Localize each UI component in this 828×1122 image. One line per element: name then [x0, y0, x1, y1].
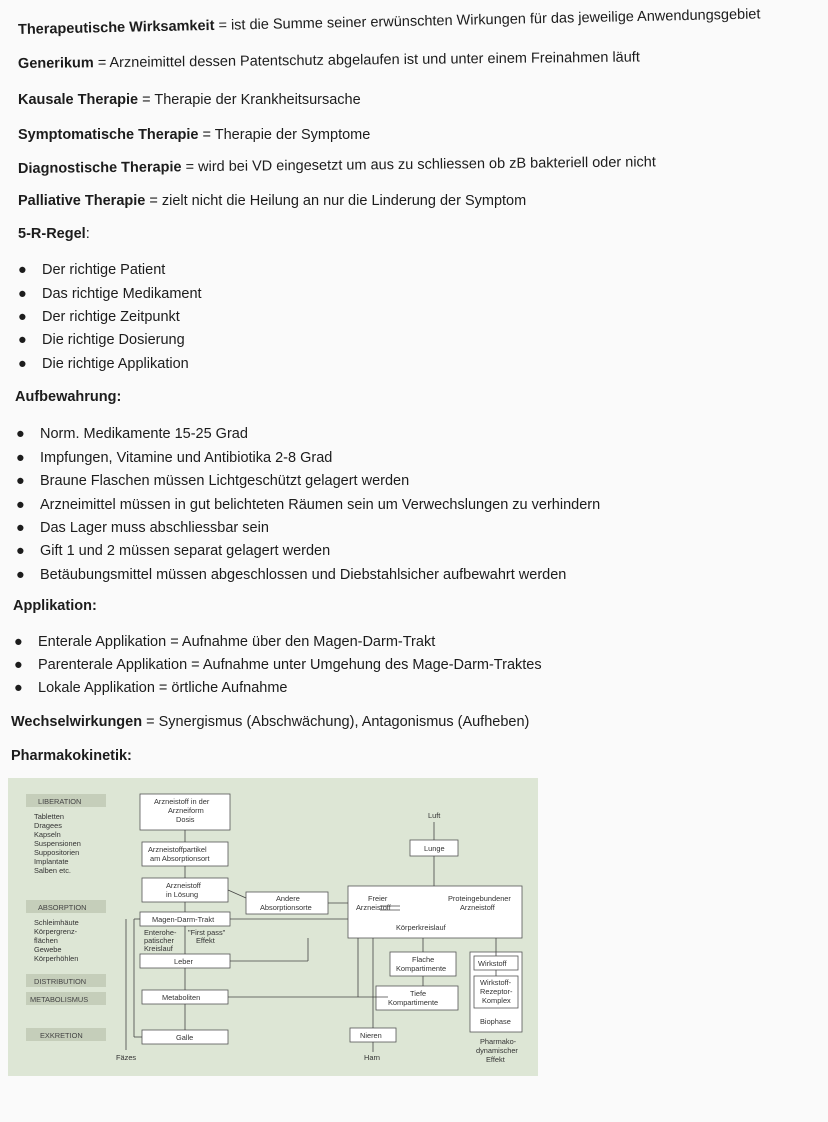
definition-term: Therapeutische Wirksamkeit — [17, 17, 215, 38]
pharmacokinetics-diagram — [8, 778, 538, 1076]
first-pass-label: Effekt — [196, 936, 215, 945]
list-item-text: Enterale Applikation = Aufnahme über den Magen-Darm-Trakt — [38, 634, 436, 650]
effect-label: Effekt — [486, 1055, 505, 1064]
deep-label: Kompartimente — [388, 998, 439, 1007]
rule-5r-colon: : — [85, 226, 90, 242]
air-label: Luft — [428, 811, 441, 820]
form-label: Dragees — [34, 821, 62, 830]
bullet-icon: ● — [18, 309, 27, 325]
list-item-text: Die richtige Dosierung — [42, 332, 185, 348]
list-item — [14, 657, 542, 673]
definition-line — [18, 127, 370, 143]
list-item — [16, 567, 567, 583]
list-item-text: Lokale Applikation = örtliche Aufnahme — [38, 680, 288, 696]
list-item-text: Impfungen, Vitamine und Antibiotika 2-8 Grad — [40, 450, 333, 466]
form-label: Salben etc. — [34, 866, 71, 875]
stage-liberation: LIBERATION — [38, 797, 82, 806]
receptor-label: Komplex — [482, 996, 511, 1005]
kidneys-label: Nieren — [360, 1031, 382, 1040]
liver-label: Leber — [174, 957, 193, 966]
solution-label: in Lösung — [166, 890, 199, 899]
surface-label: Körpergrenz- — [34, 927, 78, 936]
list-item — [16, 520, 269, 536]
definition-line — [18, 49, 640, 72]
form-label: Suspensionen — [34, 839, 81, 848]
free-drug-label: Freier — [368, 894, 388, 903]
definition-line — [18, 193, 526, 209]
list-item — [14, 680, 288, 696]
dose-label: Arzneiform — [168, 806, 204, 815]
pharmacokinetics-title: Pharmakokinetik: — [11, 748, 132, 764]
list-item — [16, 497, 601, 513]
interactions-line — [11, 714, 529, 730]
list-item — [18, 262, 166, 278]
free-drug-label: Arzneistoff — [356, 903, 391, 912]
list-item-text: Norm. Medikamente 15-25 Grad — [40, 426, 248, 442]
list-item-text: Braune Flaschen müssen Lichtgeschützt gelagert werden — [40, 473, 410, 489]
enterohepatic-label: patischer — [144, 936, 174, 945]
list-item-text: Der richtige Zeitpunkt — [42, 309, 180, 325]
list-item — [18, 356, 189, 372]
bullet-icon: ● — [16, 520, 25, 536]
bound-drug-label: Arzneistoff — [460, 903, 495, 912]
bullet-icon: ● — [18, 286, 27, 302]
stage-metabolismus: METABOLISMUS — [30, 995, 89, 1004]
bullet-icon: ● — [16, 543, 25, 559]
bullet-icon: ● — [18, 332, 27, 348]
gi-tract-label: Magen-Darm-Trakt — [152, 915, 215, 924]
bullet-icon: ● — [18, 356, 27, 372]
effect-label: Pharmako- — [480, 1037, 517, 1046]
list-item — [14, 634, 436, 650]
list-item — [16, 473, 410, 489]
list-item-text: Gift 1 und 2 müssen separat gelagert werden — [40, 543, 331, 559]
list-item — [18, 286, 202, 302]
list-item — [16, 450, 333, 466]
storage-title: Aufbewahrung: — [15, 389, 122, 405]
bile-label: Galle — [176, 1033, 194, 1042]
first-pass-label: "First pass" — [188, 928, 226, 937]
definition-term: Diagnostische Therapie — [17, 159, 182, 177]
bullet-icon: ● — [14, 680, 23, 696]
effect-label: dynamischer — [476, 1046, 518, 1055]
shallow-label: Kompartimente — [396, 964, 447, 973]
deep-label: Tiefe — [410, 989, 427, 998]
list-item-text: Betäubungsmittel müssen abgeschlossen und Diebstahlsicher aufbewahrt werden — [40, 567, 567, 583]
definition-term: Symptomatische Therapie — [18, 127, 199, 143]
surface-label: Körperhöhlen — [34, 954, 79, 963]
form-label: Suppositorien — [34, 848, 80, 857]
stage-distribution: DISTRIBUTION — [34, 977, 87, 986]
interactions-term: Wechselwirkungen — [11, 714, 143, 730]
bullet-icon: ● — [14, 657, 23, 673]
application-title: Applikation: — [13, 598, 97, 614]
solution-label: Arzneistoff — [166, 881, 201, 890]
bullet-icon: ● — [16, 450, 25, 466]
bullet-icon: ● — [18, 262, 27, 278]
list-item — [16, 543, 331, 559]
definition-text: = wird bei VD eingesetzt um aus zu schliessen ob zB bakteriell oder nicht — [181, 154, 656, 176]
biophase-label: Biophase — [480, 1017, 511, 1026]
bullet-icon: ● — [16, 473, 25, 489]
list-item-text: Arzneimittel müssen in gut belichteten Räumen sein um Verwechslungen zu verhindern — [40, 497, 601, 513]
receptor-label: Rezeptor- — [480, 987, 513, 996]
diagram-svg — [8, 778, 538, 1076]
definition-line — [18, 6, 761, 38]
bullet-icon: ● — [16, 426, 25, 442]
rule-5r-heading — [18, 226, 90, 242]
active-label: Wirkstoff — [478, 959, 507, 968]
other-sites-label: Andere — [276, 894, 300, 903]
list-item — [18, 332, 185, 348]
list-item-text: Das richtige Medikament — [42, 286, 202, 302]
urine-label: Harn — [364, 1053, 381, 1062]
dose-label: Arzneistoff in der — [154, 797, 210, 806]
definition-text: = Therapie der Krankheitsursache — [138, 92, 361, 108]
enterohepatic-label: Kreislauf — [144, 944, 173, 953]
definition-text: = zielt nicht die Heilung an nur die Linderung der Symptom — [145, 193, 527, 209]
stage-absorption: ABSORPTION — [38, 903, 87, 912]
form-label: Tabletten — [34, 812, 64, 821]
receptor-label: Wirkstoff- — [480, 978, 512, 987]
lung-label: Lunge — [424, 844, 445, 853]
bullet-icon: ● — [16, 497, 25, 513]
dose-label: Dosis — [176, 815, 195, 824]
definition-term: Palliative Therapie — [18, 193, 146, 209]
circulation-label: Körperkreislauf — [396, 923, 446, 932]
surface-label: Gewebe — [34, 945, 62, 954]
surface-label: flächen — [34, 936, 58, 945]
list-item — [18, 309, 180, 325]
interactions-text: = Synergismus (Abschwächung), Antagonismus (Aufheben) — [142, 714, 530, 730]
definition-term: Generikum — [17, 55, 94, 72]
list-item-text: Der richtige Patient — [42, 262, 166, 278]
particles-label: Arzneistoffpartikel — [148, 845, 207, 854]
rule-5r-title: 5-R-Regel — [18, 226, 86, 242]
form-label: Kapseln — [34, 830, 61, 839]
feces-label: Fäzes — [116, 1053, 137, 1062]
surface-label: Schleimhäute — [34, 918, 79, 927]
shallow-label: Flache — [412, 955, 435, 964]
list-item-text: Das Lager muss abschliessbar sein — [40, 520, 269, 536]
bullet-icon: ● — [16, 567, 25, 583]
list-item — [16, 426, 248, 442]
definition-text: = Arzneimittel dessen Patentschutz abgelaufen ist und unter einem Freinahmen läuft — [93, 49, 640, 72]
definition-line — [18, 154, 656, 177]
metabolites-label: Metaboliten — [162, 993, 201, 1002]
definition-line — [18, 92, 361, 108]
list-item-text: Die richtige Applikation — [42, 356, 189, 372]
enterohepatic-label: Enterohe- — [144, 928, 177, 937]
definition-text: = ist die Summe seiner erwünschten Wirkungen für das jeweilige Anwendungsgebiet — [214, 6, 761, 34]
particles-label: am Absorptionsort — [150, 854, 210, 863]
bound-drug-label: Proteingebundener — [448, 894, 511, 903]
other-sites-label: Absorptionsorte — [260, 903, 312, 912]
stage-exkretion: EXKRETION — [40, 1031, 83, 1040]
bullet-icon: ● — [14, 634, 23, 650]
definition-term: Kausale Therapie — [18, 92, 139, 108]
form-label: Implantate — [34, 857, 69, 866]
definition-text: = Therapie der Symptome — [198, 127, 371, 143]
list-item-text: Parenterale Applikation = Aufnahme unter Umgehung des Mage-Darm-Traktes — [38, 657, 542, 673]
